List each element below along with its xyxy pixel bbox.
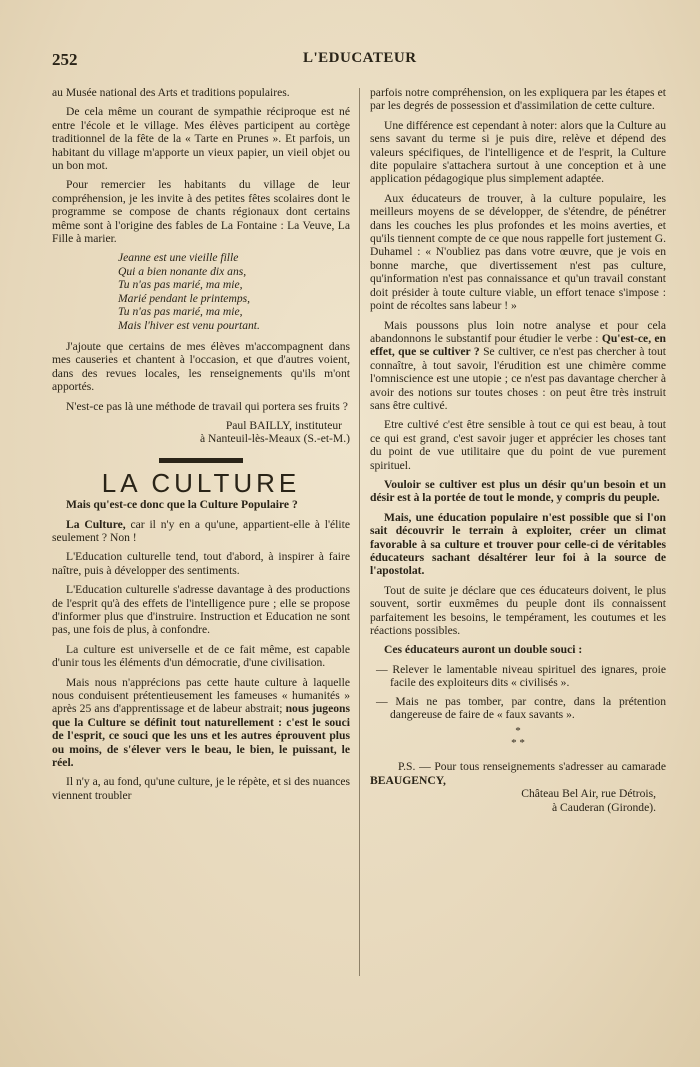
- bold-run: Qu'est-ce, en effet, que se cultiver ?: [370, 331, 666, 359]
- paragraph: L'Education culturelle s'adresse davantage à des productions de l'esprit qu'à des effets de l'intelligence pure ; elle se propose d'informer plus que d'instruire. Instruction et Education ne sont pas, une fois de plus, à confondre.: [52, 583, 350, 637]
- contact-name: BEAUGENCY,: [370, 773, 446, 787]
- page-header: [52, 50, 662, 72]
- section-question: Mais qu'est-ce donc que la Culture Populaire ?: [66, 498, 298, 512]
- list-item: — Mais ne pas tomber, par contre, dans la prétention dangereuse de faire de « faux savants ».: [376, 694, 666, 722]
- page-number: 252: [52, 50, 78, 69]
- paragraph: [370, 319, 666, 413]
- author-location: à Nanteuil-lès-Meaux (S.-et-M.): [199, 432, 350, 446]
- paragraph: Mais, une éducation populaire n'est possible que si l'on sait découvrir le terrain à exploiter, créer un climat favorable à sa culture et trouver pour celle-ci de véritables éducateurs sachant désaltérer leur foi à la source de l'apostolat.: [370, 510, 666, 578]
- address-line: à Cauderan (Gironde).: [552, 800, 656, 814]
- paragraph: L'Education culturelle tend, tout d'abord, à inspirer à faire naître, puis à développer des sentiments.: [52, 550, 350, 577]
- text-run: P.S. — Pour tous renseignements s'adresser au camarade: [398, 760, 666, 774]
- verse-line: Marié pendant le printemps,: [118, 291, 251, 305]
- paragraph: Une différence est cependant à noter: alors que la Culture au sens savant du terme si je puis dire, relève et dépend des valeurs spécifiques, de l'intelligence et de l'esprit, la Culture dite populaire s'attachera surtout à une conception et à une application pédagogique plus simplement adaptée.: [370, 118, 666, 186]
- paragraph: Tout de suite je déclare que ces éducateurs doivent, le plus souvent, sortir euxmêmes du peuple dont ils connaissent parfaitement les besoins, le tempérament, les coutumes et les réactions possibles.: [370, 583, 666, 638]
- right-column: [370, 86, 666, 814]
- paragraph: [52, 518, 350, 545]
- journal-title: L'EDUCATEUR: [303, 50, 417, 66]
- bold-lead: La Culture,: [66, 517, 126, 531]
- verse-line: Qui a bien nonante dix ans,: [118, 264, 247, 278]
- paragraph: [52, 676, 350, 770]
- song-verse: [118, 251, 350, 331]
- author-signature: Paul BAILLY, instituteur: [225, 418, 342, 432]
- paragraph: De cela même un courant de sympathie réciproque est né entre l'école et le village. Mes élèves participent au cortège traditionnel de la fête de la « Tarte en Prunes ». Et parfois, un habitant du village m'apporte un vieux papier, un vieil objet ou un bon mot.: [52, 105, 350, 173]
- paragraph: J'ajoute que certains de mes élèves m'accompagnent dans mes causeries et chantent à l'occasion, et que d'autres voient, dans des revues locales, les renseignements qu'ils m'ont apportés.: [52, 339, 350, 394]
- paragraph: N'est-ce pas là une méthode de travail qui portera ses fruits ?: [66, 399, 348, 413]
- verse-line: Tu n'as pas marié, ma mie,: [118, 305, 243, 319]
- asterism-top: *: [515, 725, 521, 738]
- paragraph: Il n'y a, au fond, qu'une culture, je le répète, et si des nuances viennent troubler: [52, 775, 350, 802]
- section-title: LA CULTURE: [101, 467, 301, 498]
- list-item: — Relever le lamentable niveau spirituel des ignares, proie facile des exploiteurs dits « civilisés ».: [376, 662, 666, 690]
- paragraph: Vouloir se cultiver est plus un désir qu'un besoin et un désir est à la portée de tout le monde, y compris du peuple.: [370, 477, 666, 505]
- section-divider: [159, 458, 243, 463]
- verse-line: Mais l'hiver est venu pourtant.: [118, 318, 260, 332]
- verse-line: Jeanne est une vieille fille: [118, 251, 239, 265]
- bold-run: nous jugeons que la Culture se définit tout naturellement : c'est le souci de l'esprit, ce souci que les uns et les autres éprouvent plus ou moins, de s'élever vers le beau, le bien, le puissant, le réel.: [52, 702, 351, 770]
- address-line: Château Bel Air, rue Détrois,: [521, 787, 656, 801]
- paragraph: au Musée national des Arts et traditions populaires.: [52, 86, 290, 99]
- left-column: [52, 86, 350, 808]
- paragraph: Etre cultivé c'est être sensible à tout ce qui est beau, à tout ce qui est grand, c'est savoir juger et apprécier les choses tant du point de vue utilitaire que du point de vue purement spirituel.: [370, 418, 666, 472]
- paragraph: La culture est universelle et de ce fait même, est capable d'unir tous les éléments d'un démocratie, d'une civilisation.: [52, 642, 350, 670]
- verse-line: Tu n'as pas marié, ma mie,: [118, 278, 243, 292]
- paragraph: Pour remercier les habitants du village de leur compréhension, je les invite à des petites fêtes scolaires dont le programme se compose de chants régionaux dont certains même sont à l'origine des fables de La Fontaine : La Veuve, La Fille à marier.: [52, 178, 350, 246]
- paragraph: Aux éducateurs de trouver, à la culture populaire, les meilleurs moyens de se développer, de s'étendre, de pénétrer dans les couches les plus profondes et les moins averties, et qu'ils tiennent compte de ce que nous rappelle fort justement G. Duhamel : « N'oubliez pas dans votre œuvre, que je vois en bonne marche, que divertissement n'est pas culture, qu'information n'est pas connaissance et qu'un travail constant doit présider à toute culture viable, un effort tenace s'impose : point de récoltes sans labeur ! »: [370, 191, 666, 313]
- asterism-bottom: * *: [511, 737, 525, 750]
- paragraph: Ces éducateurs auront un double souci :: [384, 643, 583, 657]
- postscript: [370, 760, 666, 787]
- text-run: car il n'y en a qu'une, appartient-elle à l'élite seulement ? Non !: [52, 517, 350, 544]
- text-run: Se cultiver, ce n'est pas chercher à tout connaître, à tout savoir, l'érudition est une chimère comme l'omniscience est une utopie ; ce n'est pas davantage chercher à avoir des notions sur toutes choses : on peut être très instruit sans être cultivé.: [370, 345, 666, 412]
- paragraph: parfois notre compréhension, on les expliquera par les étapes et par les degrés de possession et d'assimilation de cette culture.: [370, 86, 666, 113]
- text-run: Mais nous n'apprécions pas cette haute culture à laquelle nous conduisent prétentieusement les fameuses « humanités » après 25 ans d'apprentissage et de labeur abstrait;: [52, 675, 350, 716]
- text-run: Mais poussons plus loin notre analyse et pour cela abandonnons le substantif pour étudier le verbe :: [370, 318, 666, 345]
- column-divider: [359, 88, 360, 976]
